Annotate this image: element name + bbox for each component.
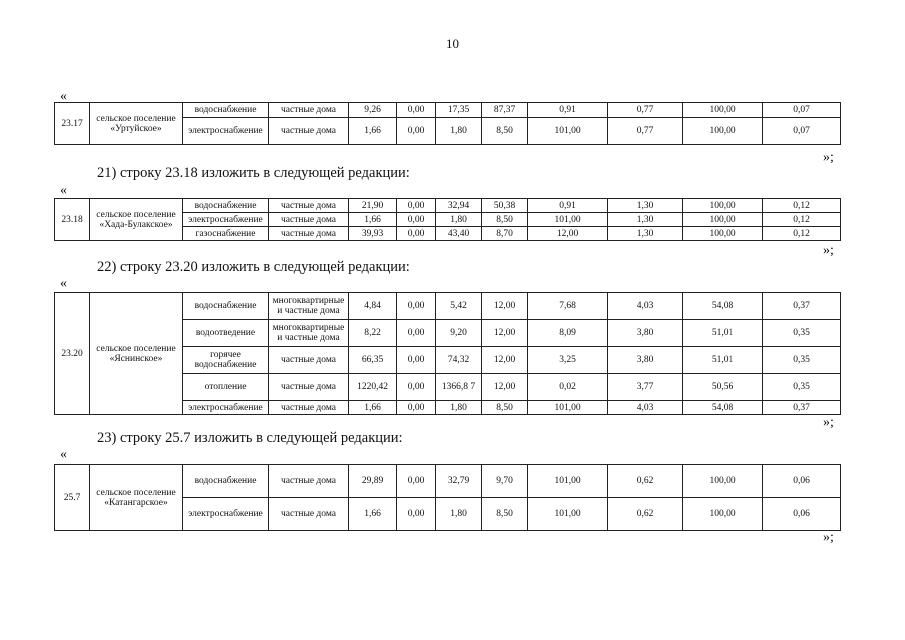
cell: электроснабжение: [183, 498, 269, 531]
cell: 1220,42: [349, 374, 397, 401]
cell: частные дома: [269, 401, 349, 415]
cell: 32,94: [436, 199, 482, 213]
settlement-name: сельское поселение «Катангарское»: [90, 465, 183, 531]
cell: 1,80: [436, 213, 482, 227]
cell: 1,66: [349, 498, 397, 531]
open-quote: «: [60, 183, 67, 198]
cell: 3,80: [608, 347, 683, 374]
instruction-text: 23) строку 25.7 изложить в следующей редакции:: [97, 430, 403, 446]
cell: частные дома: [269, 347, 349, 374]
table-23-17: [54, 102, 841, 145]
cell: 66,35: [349, 347, 397, 374]
cell: 3,25: [528, 347, 608, 374]
cell: 43,40: [436, 227, 482, 241]
cell: 8,50: [482, 118, 528, 145]
table-row: [55, 293, 841, 320]
cell: 0,91: [528, 103, 608, 118]
cell: частные дома: [269, 498, 349, 531]
settlement-name: сельское поселение «Уртуйское»: [90, 103, 183, 145]
cell: электроснабжение: [183, 118, 269, 145]
cell: 100,00: [683, 213, 763, 227]
cell: 1,66: [349, 213, 397, 227]
cell: 1,80: [436, 401, 482, 415]
cell: 1,30: [608, 227, 683, 241]
cell: частные дома: [269, 374, 349, 401]
cell: 50,56: [683, 374, 763, 401]
cell: 8,50: [482, 213, 528, 227]
cell: 9,70: [482, 465, 528, 498]
cell: 100,00: [683, 103, 763, 118]
cell: 0,06: [763, 498, 841, 531]
close-quote: »;: [823, 415, 834, 430]
cell: 0,35: [763, 347, 841, 374]
cell: 101,00: [528, 498, 608, 531]
cell: электроснабжение: [183, 213, 269, 227]
cell: 0,00: [397, 199, 436, 213]
cell: частные дома: [269, 199, 349, 213]
cell: водоснабжение: [183, 465, 269, 498]
cell: частные дома: [269, 118, 349, 145]
cell: 1,30: [608, 213, 683, 227]
cell: 101,00: [528, 465, 608, 498]
cell: 4,84: [349, 293, 397, 320]
open-quote: «: [60, 89, 67, 104]
cell: 0,35: [763, 374, 841, 401]
cell: 4,03: [608, 293, 683, 320]
cell: 51,01: [683, 320, 763, 347]
cell: 54,08: [683, 293, 763, 320]
instruction-text: 22) строку 23.20 изложить в следующей редакции:: [97, 259, 410, 275]
cell: 100,00: [683, 118, 763, 145]
cell: 1,66: [349, 118, 397, 145]
cell: 9,26: [349, 103, 397, 118]
row-code: 25.7: [55, 465, 90, 531]
open-quote: «: [60, 447, 67, 462]
cell: 1,80: [436, 498, 482, 531]
cell: 12,00: [528, 227, 608, 241]
cell: 39,93: [349, 227, 397, 241]
cell: 0,00: [397, 227, 436, 241]
cell: 5,42: [436, 293, 482, 320]
cell: 0,02: [528, 374, 608, 401]
cell: 54,08: [683, 401, 763, 415]
cell: частные дома: [269, 103, 349, 118]
cell: 8,22: [349, 320, 397, 347]
settlement-name: сельское поселение «Яснинское»: [90, 293, 183, 415]
cell: 0,77: [608, 103, 683, 118]
cell: 0,12: [763, 213, 841, 227]
table-23-18: [54, 198, 841, 241]
cell: 8,70: [482, 227, 528, 241]
cell: водоснабжение: [183, 103, 269, 118]
cell: 0,07: [763, 103, 841, 118]
cell: электроснабжение: [183, 401, 269, 415]
row-code: 23.17: [55, 103, 90, 145]
cell: 3,80: [608, 320, 683, 347]
cell: 101,00: [528, 401, 608, 415]
page-number: 10: [446, 36, 459, 51]
cell: 0,06: [763, 465, 841, 498]
cell: 101,00: [528, 213, 608, 227]
cell: 7,68: [528, 293, 608, 320]
cell: 0,91: [528, 199, 608, 213]
cell: 4,03: [608, 401, 683, 415]
cell: частные дома: [269, 213, 349, 227]
close-quote: »;: [823, 243, 834, 258]
cell: 0,12: [763, 199, 841, 213]
cell: 74,32: [436, 347, 482, 374]
close-quote: »;: [823, 150, 834, 165]
cell: 1,80: [436, 118, 482, 145]
cell: 8,09: [528, 320, 608, 347]
table-row: [55, 465, 841, 498]
cell: 0,00: [397, 347, 436, 374]
cell: 0,00: [397, 320, 436, 347]
cell: газоснабжение: [183, 227, 269, 241]
cell: 100,00: [683, 227, 763, 241]
cell: водоотведение: [183, 320, 269, 347]
cell: 0,37: [763, 293, 841, 320]
cell: 0,00: [397, 293, 436, 320]
cell: 0,62: [608, 498, 683, 531]
cell: частные дома: [269, 227, 349, 241]
cell: 50,38: [482, 199, 528, 213]
cell: 0,00: [397, 465, 436, 498]
cell: 32,79: [436, 465, 482, 498]
cell: 1366,8 7: [436, 374, 482, 401]
cell: 0,37: [763, 401, 841, 415]
cell: 8,50: [482, 498, 528, 531]
table-row: [55, 103, 841, 118]
cell: 101,00: [528, 118, 608, 145]
cell: 3,77: [608, 374, 683, 401]
cell: 21,90: [349, 199, 397, 213]
instruction-text: 21) строку 23.18 изложить в следующей редакции:: [97, 165, 410, 181]
cell: многоквартирные и частные дома: [269, 293, 349, 320]
cell: 1,66: [349, 401, 397, 415]
cell: 0,77: [608, 118, 683, 145]
cell: 8,50: [482, 401, 528, 415]
table-25-7: [54, 464, 841, 531]
cell: 100,00: [683, 465, 763, 498]
cell: многоквартирные и частные дома: [269, 320, 349, 347]
cell: отопление: [183, 374, 269, 401]
cell: 0,00: [397, 213, 436, 227]
cell: 12,00: [482, 347, 528, 374]
cell: 100,00: [683, 199, 763, 213]
cell: 0,00: [397, 401, 436, 415]
cell: водоснабжение: [183, 199, 269, 213]
cell: 17,35: [436, 103, 482, 118]
cell: 29,89: [349, 465, 397, 498]
cell: 0,62: [608, 465, 683, 498]
cell: 0,00: [397, 498, 436, 531]
row-code: 23.20: [55, 293, 90, 415]
table-23-20: [54, 292, 841, 415]
cell: водоснабжение: [183, 293, 269, 320]
cell: 0,00: [397, 103, 436, 118]
cell: частные дома: [269, 465, 349, 498]
cell: 12,00: [482, 320, 528, 347]
cell: 0,35: [763, 320, 841, 347]
cell: 9,20: [436, 320, 482, 347]
table-row: [55, 199, 841, 213]
open-quote: «: [60, 276, 67, 291]
cell: 100,00: [683, 498, 763, 531]
cell: 12,00: [482, 293, 528, 320]
settlement-name: сельское поселение «Хада-Булакское»: [90, 199, 183, 241]
cell: 0,07: [763, 118, 841, 145]
cell: 51,01: [683, 347, 763, 374]
cell: 0,00: [397, 118, 436, 145]
cell: горячее водоснабжение: [183, 347, 269, 374]
close-quote: »;: [823, 530, 834, 545]
row-code: 23.18: [55, 199, 90, 241]
cell: 12,00: [482, 374, 528, 401]
cell: 87,37: [482, 103, 528, 118]
cell: 0,12: [763, 227, 841, 241]
cell: 1,30: [608, 199, 683, 213]
cell: 0,00: [397, 374, 436, 401]
